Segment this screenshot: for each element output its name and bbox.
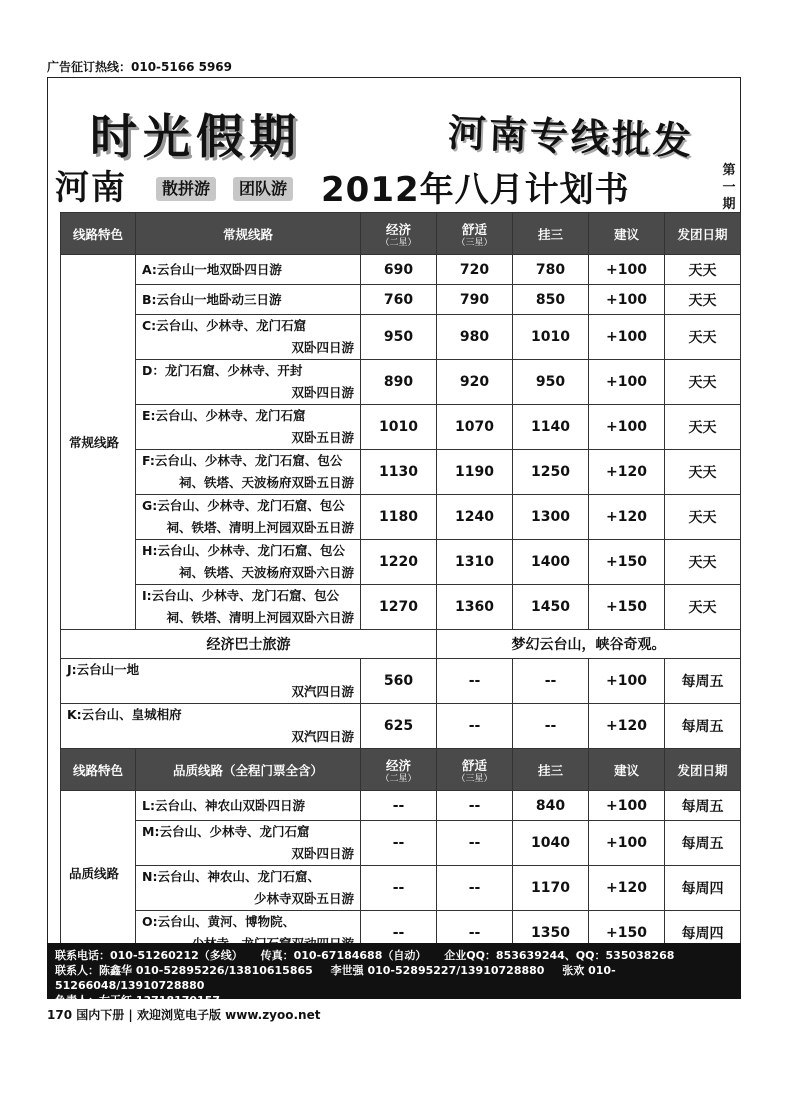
price-three: 850	[513, 285, 589, 315]
price-three: 1010	[513, 315, 589, 360]
route-duration: 双卧四日游	[291, 846, 354, 861]
table-row	[61, 540, 741, 585]
price-economy: --	[361, 791, 437, 821]
header-routes-label: 常规线路	[222, 226, 273, 242]
route-cell	[136, 585, 361, 630]
price-three: 1170	[513, 866, 589, 911]
route-duration: 祠、铁塔、天波杨府双卧六日游	[178, 565, 354, 580]
route-name: A:云台山一地双卧四日游	[142, 261, 282, 277]
route-cell	[61, 704, 361, 749]
header-three	[513, 213, 589, 255]
price-advice: +100	[589, 659, 665, 704]
departure-date: 每周四	[665, 911, 741, 956]
header-comfort-sub: （三星）	[456, 237, 493, 248]
price-advice: +100	[589, 405, 665, 450]
price-three: 950	[513, 360, 589, 405]
header-routes	[136, 213, 361, 255]
table-row	[61, 360, 741, 405]
header-departure-label: 发团日期	[677, 226, 728, 242]
price-advice: +100	[589, 285, 665, 315]
contact-manager: 负责人：左玉红 13718170157	[55, 994, 221, 1007]
price-advice: +120	[589, 704, 665, 749]
departure-date: 每周五	[665, 791, 741, 821]
header-comfort	[437, 749, 513, 791]
departure-date: 每周五	[665, 704, 741, 749]
route-duration: 少林寺双卧五日游	[253, 891, 354, 906]
route-name: J:云台山一地	[67, 662, 140, 677]
price-three: 1400	[513, 540, 589, 585]
price-economy: 950	[361, 315, 437, 360]
price-comfort: 1360	[437, 585, 513, 630]
price-advice: +100	[589, 791, 665, 821]
price-economy: 1180	[361, 495, 437, 540]
route-cell	[136, 540, 361, 585]
category-cell: 常规线路	[61, 255, 136, 630]
route-name: B:云台山一地卧动三日游	[142, 291, 282, 307]
header-three-label: 挂三	[537, 762, 563, 778]
price-economy: 690	[361, 255, 437, 285]
departure-date: 天天	[665, 315, 741, 360]
departure-date: 天天	[665, 495, 741, 540]
route-cell	[136, 360, 361, 405]
table-row	[61, 495, 741, 540]
price-economy: 1010	[361, 405, 437, 450]
price-advice: +120	[589, 450, 665, 495]
route-duration: 双卧四日游	[291, 385, 354, 400]
plan-title: 2012年八月计划书	[321, 170, 630, 210]
header-feature-label: 线路特色	[72, 226, 123, 242]
header-advice	[589, 749, 665, 791]
price-comfort: 1310	[437, 540, 513, 585]
price-three: 1350	[513, 911, 589, 956]
contact-line-2	[55, 963, 733, 993]
header-feature	[61, 213, 136, 255]
price-comfort: 1240	[437, 495, 513, 540]
table-header	[61, 213, 741, 255]
header-economy	[361, 749, 437, 791]
contact-line-1	[55, 948, 733, 963]
departure-date: 每周五	[665, 821, 741, 866]
price-three: 1250	[513, 450, 589, 495]
price-economy: 1220	[361, 540, 437, 585]
route-cell	[136, 285, 361, 315]
route-duration: 双卧四日游	[291, 340, 354, 355]
route-name: C:云台山、少林寺、龙门石窟	[142, 318, 307, 333]
table-row	[61, 791, 741, 821]
tag-group: 团队游	[233, 177, 293, 201]
departure-date: 天天	[665, 255, 741, 285]
table-row	[61, 285, 741, 315]
route-name: L:云台山、神农山双卧四日游	[142, 797, 305, 813]
ad-hotline: 广告征订热线：010-5166 5969	[47, 60, 233, 74]
price-advice: +120	[589, 495, 665, 540]
route-cell	[136, 315, 361, 360]
header-feature-label: 线路特色	[72, 762, 123, 778]
contact-person-3: 张欢 010-51266048/13910728880	[55, 964, 616, 992]
header-departure	[665, 213, 741, 255]
table-row	[61, 255, 741, 285]
price-three: 1450	[513, 585, 589, 630]
header-comfort-sub: （三星）	[456, 773, 493, 784]
header-three-label: 挂三	[537, 226, 563, 242]
price-three: 840	[513, 791, 589, 821]
table-row	[61, 450, 741, 495]
tag-scattered: 散拼游	[156, 177, 216, 201]
route-duration: 双汽四日游	[291, 729, 354, 744]
route-cell	[136, 495, 361, 540]
brand-slogan: 河南专线批发	[447, 109, 695, 164]
departure-date: 每周五	[665, 659, 741, 704]
price-advice: +150	[589, 540, 665, 585]
price-advice: +100	[589, 821, 665, 866]
header-comfort	[437, 213, 513, 255]
route-cell	[136, 450, 361, 495]
price-comfort: 790	[437, 285, 513, 315]
bus-section-title: 经济巴士旅游	[61, 630, 437, 659]
price-comfort: --	[437, 791, 513, 821]
route-cell	[61, 659, 361, 704]
price-comfort: --	[437, 911, 513, 956]
price-comfort: --	[437, 659, 513, 704]
route-name: F:云台山、少林寺、龙门石窟、包公	[142, 453, 343, 468]
header-economy-sub: （二星）	[380, 773, 417, 784]
route-name: K:云台山、皇城相府	[67, 707, 182, 722]
page-footer: 170 国内下册 | 欢迎浏览电子版 www.zyoo.net	[47, 1008, 321, 1022]
departure-date: 天天	[665, 540, 741, 585]
table-row	[61, 315, 741, 360]
route-duration: 祠、铁塔、清明上河园双卧六日游	[166, 610, 354, 625]
price-advice: +120	[589, 866, 665, 911]
route-cell	[136, 255, 361, 285]
quality-table-header	[61, 749, 741, 791]
price-advice: +100	[589, 360, 665, 405]
price-economy: --	[361, 821, 437, 866]
table-row	[61, 585, 741, 630]
brand-title: 时光假期	[90, 110, 302, 165]
price-three: --	[513, 704, 589, 749]
price-advice: +150	[589, 911, 665, 956]
header-feature	[61, 749, 136, 791]
route-duration: 祠、铁塔、清明上河园双卧五日游	[166, 520, 354, 535]
header-three	[513, 749, 589, 791]
route-duration: 双汽四日游	[291, 684, 354, 699]
route-cell	[136, 405, 361, 450]
plan-table	[60, 212, 741, 956]
header-comfort-label: 舒适	[461, 757, 487, 773]
contact-person-2: 李世强 010-52895227/13910728880	[330, 964, 545, 977]
route-name: N:云台山、神农山、龙门石窟、	[142, 869, 320, 884]
contact-fax: 传真：010-67184688（自动）	[260, 949, 427, 962]
departure-date: 天天	[665, 285, 741, 315]
header-advice-label: 建议	[613, 762, 639, 778]
price-economy: 1270	[361, 585, 437, 630]
price-economy: 625	[361, 704, 437, 749]
price-three: 1140	[513, 405, 589, 450]
route-duration: 祠、铁塔、天波杨府双卧五日游	[178, 475, 354, 490]
price-comfort: 1070	[437, 405, 513, 450]
price-economy: --	[361, 866, 437, 911]
header-economy-label: 经济	[385, 221, 411, 237]
header-routes	[136, 749, 361, 791]
price-comfort: 920	[437, 360, 513, 405]
header-departure-label: 发团日期	[677, 762, 728, 778]
contact-qq: 企业QQ：853639244、QQ：535038268	[444, 949, 675, 962]
header-economy-label: 经济	[385, 757, 411, 773]
price-economy: 560	[361, 659, 437, 704]
price-advice: +100	[589, 255, 665, 285]
route-name: M:云台山、少林寺、龙门石窟	[142, 824, 310, 839]
issue-label: 第一期	[722, 163, 736, 212]
header-economy	[361, 213, 437, 255]
header-comfort-label: 舒适	[461, 221, 487, 237]
departure-date: 天天	[665, 585, 741, 630]
table-row	[61, 866, 741, 911]
price-advice: +100	[589, 315, 665, 360]
header-departure	[665, 749, 741, 791]
bus-section-slogan: 梦幻云台山，峡谷奇观。	[437, 630, 741, 659]
route-duration: 双卧五日游	[291, 430, 354, 445]
route-cell	[136, 791, 361, 821]
route-cell	[136, 866, 361, 911]
route-cell	[136, 821, 361, 866]
price-economy: 890	[361, 360, 437, 405]
header-economy-sub: （二星）	[380, 237, 417, 248]
bus-section-row	[61, 630, 741, 659]
contact-person-1: 联系人：陈鑫华 010-52895226/13810615865	[55, 964, 313, 977]
table-row	[61, 704, 741, 749]
header-routes-label: 品质线路（全程门票全含）	[172, 762, 323, 778]
route-name: H:云台山、少林寺、龙门石窟、包公	[142, 543, 345, 558]
departure-date: 天天	[665, 360, 741, 405]
contact-phone: 联系电话：010-51260212（多线）	[55, 949, 243, 962]
price-comfort: --	[437, 704, 513, 749]
price-three: --	[513, 659, 589, 704]
price-comfort: 980	[437, 315, 513, 360]
price-economy: 1130	[361, 450, 437, 495]
price-comfort: --	[437, 821, 513, 866]
table-row	[61, 821, 741, 866]
region-title: 河南	[55, 168, 127, 208]
table-row	[61, 405, 741, 450]
price-economy: --	[361, 911, 437, 956]
route-name: I:云台山、少林寺、龙门石窟、包公	[142, 588, 340, 603]
route-name: D：龙门石窟、少林寺、开封	[142, 363, 303, 378]
price-three: 1300	[513, 495, 589, 540]
contact-footer	[47, 943, 741, 1007]
price-economy: 760	[361, 285, 437, 315]
route-name: O:云台山、黄河、博物院、	[142, 914, 296, 929]
category-cell: 品质线路	[61, 791, 136, 956]
departure-date: 每周四	[665, 866, 741, 911]
header-advice-label: 建议	[613, 226, 639, 242]
route-name: E:云台山、少林寺、龙门石窟	[142, 408, 306, 423]
price-three: 1040	[513, 821, 589, 866]
price-comfort: --	[437, 866, 513, 911]
price-advice: +150	[589, 585, 665, 630]
header-advice	[589, 213, 665, 255]
departure-date: 天天	[665, 450, 741, 495]
route-name: G:云台山、少林寺、龙门石窟、包公	[142, 498, 345, 513]
table-row	[61, 659, 741, 704]
price-comfort: 720	[437, 255, 513, 285]
price-three: 780	[513, 255, 589, 285]
price-comfort: 1190	[437, 450, 513, 495]
departure-date: 天天	[665, 405, 741, 450]
